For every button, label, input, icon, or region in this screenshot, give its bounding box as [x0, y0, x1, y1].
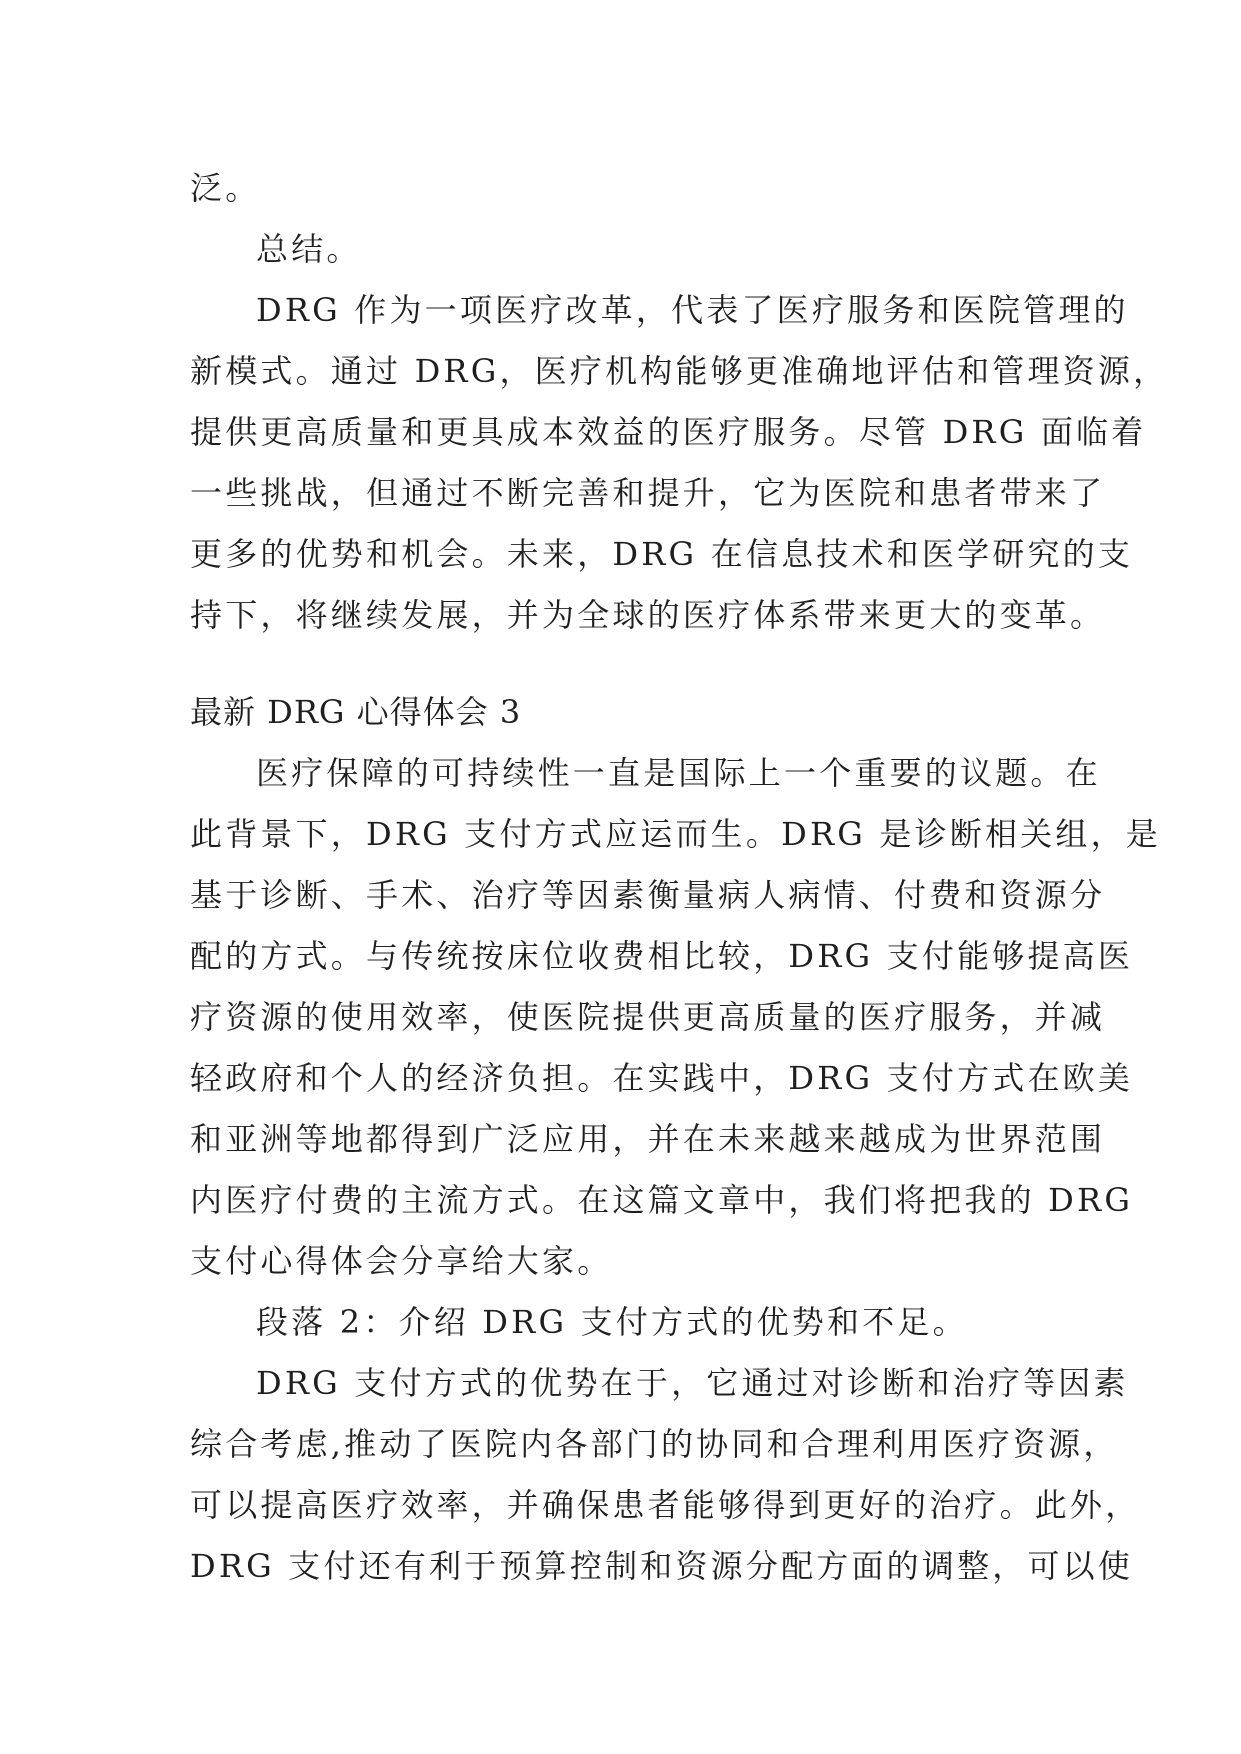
- text-line: DRG 支付还有利于预算控制和资源分配方面的调整，可以使: [190, 1547, 1134, 1585]
- summary-heading: 总结。: [256, 230, 362, 268]
- text-line: DRG 作为一项医疗改革，代表了医疗服务和医院管理的: [256, 291, 1129, 329]
- text-line: 新模式。通过 DRG，医疗机构能够更准确地评估和管理资源，: [190, 352, 1169, 390]
- text-line: 疗资源的使用效率，使医院提供更高质量的医疗服务，并减: [190, 998, 1106, 1036]
- text-line: 综合考虑,推动了医院内各部门的协同和合理利用医疗资源，: [190, 1425, 1119, 1463]
- text-line: 泛。: [190, 169, 261, 207]
- text-line: DRG 支付方式的优势在于，它通过对诊断和治疗等因素: [256, 1364, 1129, 1402]
- text-line: 基于诊断、手术、治疗等因素衡量病人病情、付费和资源分: [190, 876, 1106, 914]
- text-line: 此背景下，DRG 支付方式应运而生。DRG 是诊断相关组，是: [190, 815, 1161, 853]
- section-heading: 最新 DRG 心得体会 3: [190, 693, 522, 731]
- text-line: 提供更高质量和更具成本效益的医疗服务。尽管 DRG 面临着: [190, 413, 1147, 451]
- text-line: 和亚洲等地都得到广泛应用，并在未来越来越成为世界范围: [190, 1120, 1106, 1158]
- text-line: 内医疗付费的主流方式。在这篇文章中，我们将把我的 DRG: [190, 1181, 1134, 1219]
- text-line: 医疗保障的可持续性一直是国际上一个重要的议题。在: [256, 754, 1101, 792]
- text-line: 一些挑战，但通过不断完善和提升，它为医院和患者带来了: [190, 474, 1106, 512]
- text-line: 轻政府和个人的经济负担。在实践中，DRG 支付方式在欧美: [190, 1059, 1134, 1097]
- text-line: 配的方式。与传统按床位收费相比较，DRG 支付能够提高医: [190, 937, 1134, 975]
- document-body: [190, 158, 1169, 1597]
- paragraph-2-heading: 段落 2：介绍 DRG 支付方式的优势和不足。: [256, 1303, 968, 1341]
- text-line: 持下，将继续发展，并为全球的医疗体系带来更大的变革。: [190, 596, 1106, 634]
- section-gap: [190, 646, 1050, 682]
- text-line: 更多的优势和机会。未来，DRG 在信息技术和医学研究的支: [190, 535, 1134, 573]
- text-line: 可以提高医疗效率，并确保患者能够得到更好的治疗。此外，: [190, 1486, 1141, 1524]
- text-line: 支付心得体会分享给大家。: [190, 1242, 613, 1280]
